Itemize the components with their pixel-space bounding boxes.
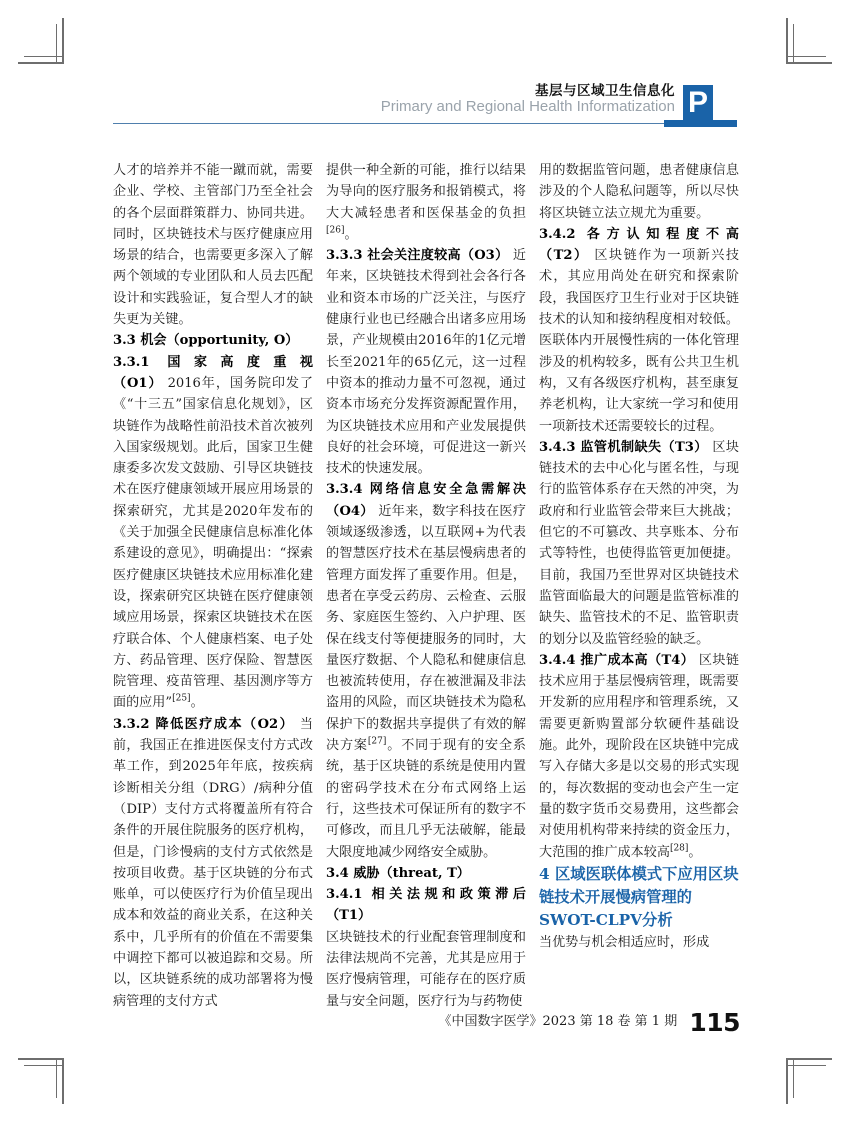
heading-3-4-2: 3.4.2 各方认知程度不高（T2） [539,226,739,264]
paragraph-3-3-2-text: 当前，我国正在推进医保支付方式改革工作，到2025年年底，按疾病诊断相关分组（DRG）/病种分值（DIP）支付方式将覆盖所有符合条件的开展住院服务的医疗机构，但是，门诊慢病的支付方式依然是按项目收费。基于区块链的分布式账单，可以使医疗行为价值呈现出成本和效益的商业关系，在这种关系中，几乎所有的价值在不需要集中调控下都可以被追踪和交易。所以，区块链系统的成功部署将为慢病管理的支付方式 [113,716,313,1009]
paragraph-3-3-1 [113,352,313,714]
paragraph-3-3-3-text: 近年来，区块链技术得到社会各行各业和资本市场的广泛关注，与医疗健康行业也已经融合出诸多应用场景，产业规模由2016年的1亿元增长至2021年的65亿元，这一过程中资本的推动力量不可忽视，通过资本市场充分发挥资源配置作用，为区块链技术应用和产业发展提供良好的社会环境，可促进这一新兴技术的快速发展。 [326,248,526,477]
citation-ref-28: [28] [669,843,689,854]
running-header-titles [381,84,675,115]
text-column-1 [113,160,313,1009]
paragraph-3-4-3-text: 区块链技术的去中心化与匿名性，与现行的监管体系存在天然的冲突，为政府和行业监管会带来巨大挑战；但它的不可篡改、共享账本、分布式等特性，也使得监管更加便捷。目前，我国乃至世界对区块链技术监管面临最大的问题是监管标准的缺失、监管技术的不足、监管职责的划分以及监管经验的缺乏。 [539,439,739,647]
paragraph-3-3-2 [113,714,313,1012]
paragraph-continued-tail: 。 [344,226,358,242]
crop-mark-line [793,1058,794,1098]
heading-3-3-1: 3.3.1 国家高度重视（O1） [113,354,313,391]
primary-badge-icon: P [683,85,713,121]
paragraph-3-4-4-text: 区块链技术应用于基层慢病管理，既需要开发新的应用程序和管理系统，又需要更新购置部分软硬件基础设施。此外，现阶段在区块链中完成写入存储大多是以交易的形式实现的，每次数据的变动也会产生一定量的数字货币交易费用，这些都会对使用机构带来持续的资金压力，大范围的推广成本较高 [539,652,739,860]
article-body [113,160,740,1009]
paragraph-3-4-4-tail: 。 [688,844,702,860]
paragraph-3-3-4 [326,479,526,862]
crop-mark-line [786,18,788,64]
crop-mark-top-right [786,18,832,64]
heading-3-3-2: 3.3.2 降低医疗成本（O2） [113,716,295,732]
heading-3-4-1: 3.4.1 相关法规和政策滞后（T1） [326,887,526,924]
citation-ref-25: [25] [172,694,191,705]
crop-mark-top-left [18,18,64,64]
paragraph-3-4-1 [326,884,526,1012]
text-column-3 [539,160,739,970]
citation-ref-26: [26] [326,225,345,236]
paragraph-continued [326,160,526,245]
paragraph-3-3-4-text-b: 。不同于现有的安全系统，基于区块链的系统是使用内置的密码学技术在分布式网络上运行，这些技术可保证所有的数字不可修改，而且几乎无法破解，能最大限度地减少网络安全威胁。 [326,738,527,860]
heading-3-3-4: 3.3.4 网络信息安全急需解决（O4） [326,482,526,519]
crop-mark-line [793,24,794,64]
heading-3-4-3: 3.4.3 监管机制缺失（T3） [539,439,708,455]
crop-mark-line [24,56,64,57]
paragraph-continued: 用的数据监管问题，患者健康信息涉及的个人隐私问题等，所以尽快将区块链立法立规尤为重要。 [539,163,739,221]
paragraph-3-4-4 [539,650,739,863]
paragraph-3-3-1-text: 2016年，国务院印发了《“十三五”国家信息化规划》，区块链作为战略性前沿技术首次被列入国家级规划。此后，国家卫生健康委多次发文鼓励、引导区块链技术在医疗健康领域开展应用场景的探索研究，尤其是2020年发布的《关于加强全民健康信息标准化体系建设的意见》，明确提出：“探索医疗健康区块链技术应用标准化建设，探索研究区块链在医疗健康领域应用场景，探索区块链技术在医疗联合体、个人健康档案、电子处方、药品管理、医疗保险、智慧医院管理、疫苗管理、基因测序等方面的应用” [113,375,313,711]
paragraph-3-4-2-text: 区块链作为一项新兴技术，其应用尚处在研究和探索阶段，我国医疗卫生行业对于区块链技术的认知和接纳程度相对较低。医联体内开展慢性病的一体化管理涉及的机构较多，既有公共卫生机构，又有各级医疗机构，甚至康复养老机构，让大家统一学习和使用一项新技术还需要较长的过程。 [539,248,740,434]
heading-3-4-4: 3.4.4 推广成本高（T4） [539,652,695,668]
heading-3-3: 3.3 机会（opportunity, O） [113,333,299,349]
page-number: 115 [689,1008,740,1037]
text-column-2 [326,160,527,1009]
paragraph-continued-text: 提供一种全新的可能，推行以结果为导向的医疗服务和报销模式，将大大减轻患者和医保基金的负担 [326,163,526,221]
crop-mark-line [18,1058,64,1060]
citation-ref-27: [27] [367,736,387,747]
crop-mark-line [56,24,57,64]
section-4-heading: 4 区域医联体模式下应用区块链技术开展慢病管理的SWOT-CLPV分析 [539,864,739,929]
paragraph-3-3-3 [326,245,526,479]
crop-mark-bottom-left [18,1058,64,1104]
paragraph-3-4-2 [539,224,739,437]
heading-3-4: 3.4 威胁（threat, T） [326,865,470,881]
running-header-title-en: Primary and Regional Health Informatization [380,98,675,116]
crop-mark-line [62,18,64,64]
section-4-paragraph: 当优势与机会相适应时，形成 [539,934,710,950]
running-header-title-cn: 基层与区域卫生信息化 [535,83,675,99]
journal-citation: 《中国数字医学》2023 第 18 卷 第 1 期 [438,1014,678,1029]
crop-mark-line [786,1065,826,1066]
crop-mark-line [24,1065,64,1066]
crop-mark-line [18,62,64,64]
paragraph-3-3-1-tail: 。 [190,695,204,711]
crop-mark-line [56,1058,57,1098]
paragraph-3-4-1-text: 区块链技术的行业配套管理制度和法律法规尚不完善，尤其是应用于医疗慢病管理，可能存在的医疗质量与安全问题，医疗行为与药物使 [326,929,526,1009]
page-footer [113,1008,740,1038]
heading-3-3-3: 3.3.3 社会关注度较高（O3） [326,248,509,264]
header-rule-thin [113,123,664,124]
paragraph-continued: 人才的培养并不能一蹴而就，需要企业、学校、主管部门乃至全社会的各个层面群策群力、协同共进。同时，区块链技术与医疗健康应用场景的结合，也需要更多深入了解两个领域的专业团队和人员去匹配设计和实践验证，复合型人才的缺失更为关键。 [113,163,313,328]
paragraph-3-3-4-text-a: 近年来，数字科技在医疗领域逐级渗透，以互联网+为代表的智慧医疗技术在基层慢病患者的管理方面发挥了重要作用。但是，患者在享受云药房、云检查、云服务、家庭医生签约、入户护理、医保在线支付等便捷服务的同时，大量医疗数据、个人隐私和健康信息也被流转使用，存在被泄漏及非法盗用的风险，而区块链技术为隐私保护下的数据共享提供了有效的解决方案 [326,503,526,754]
paragraph-3-4-3 [539,437,739,650]
header-rule-thick [664,120,737,127]
crop-mark-bottom-right [786,1058,832,1104]
crop-mark-line [786,56,826,57]
running-header [113,84,737,140]
